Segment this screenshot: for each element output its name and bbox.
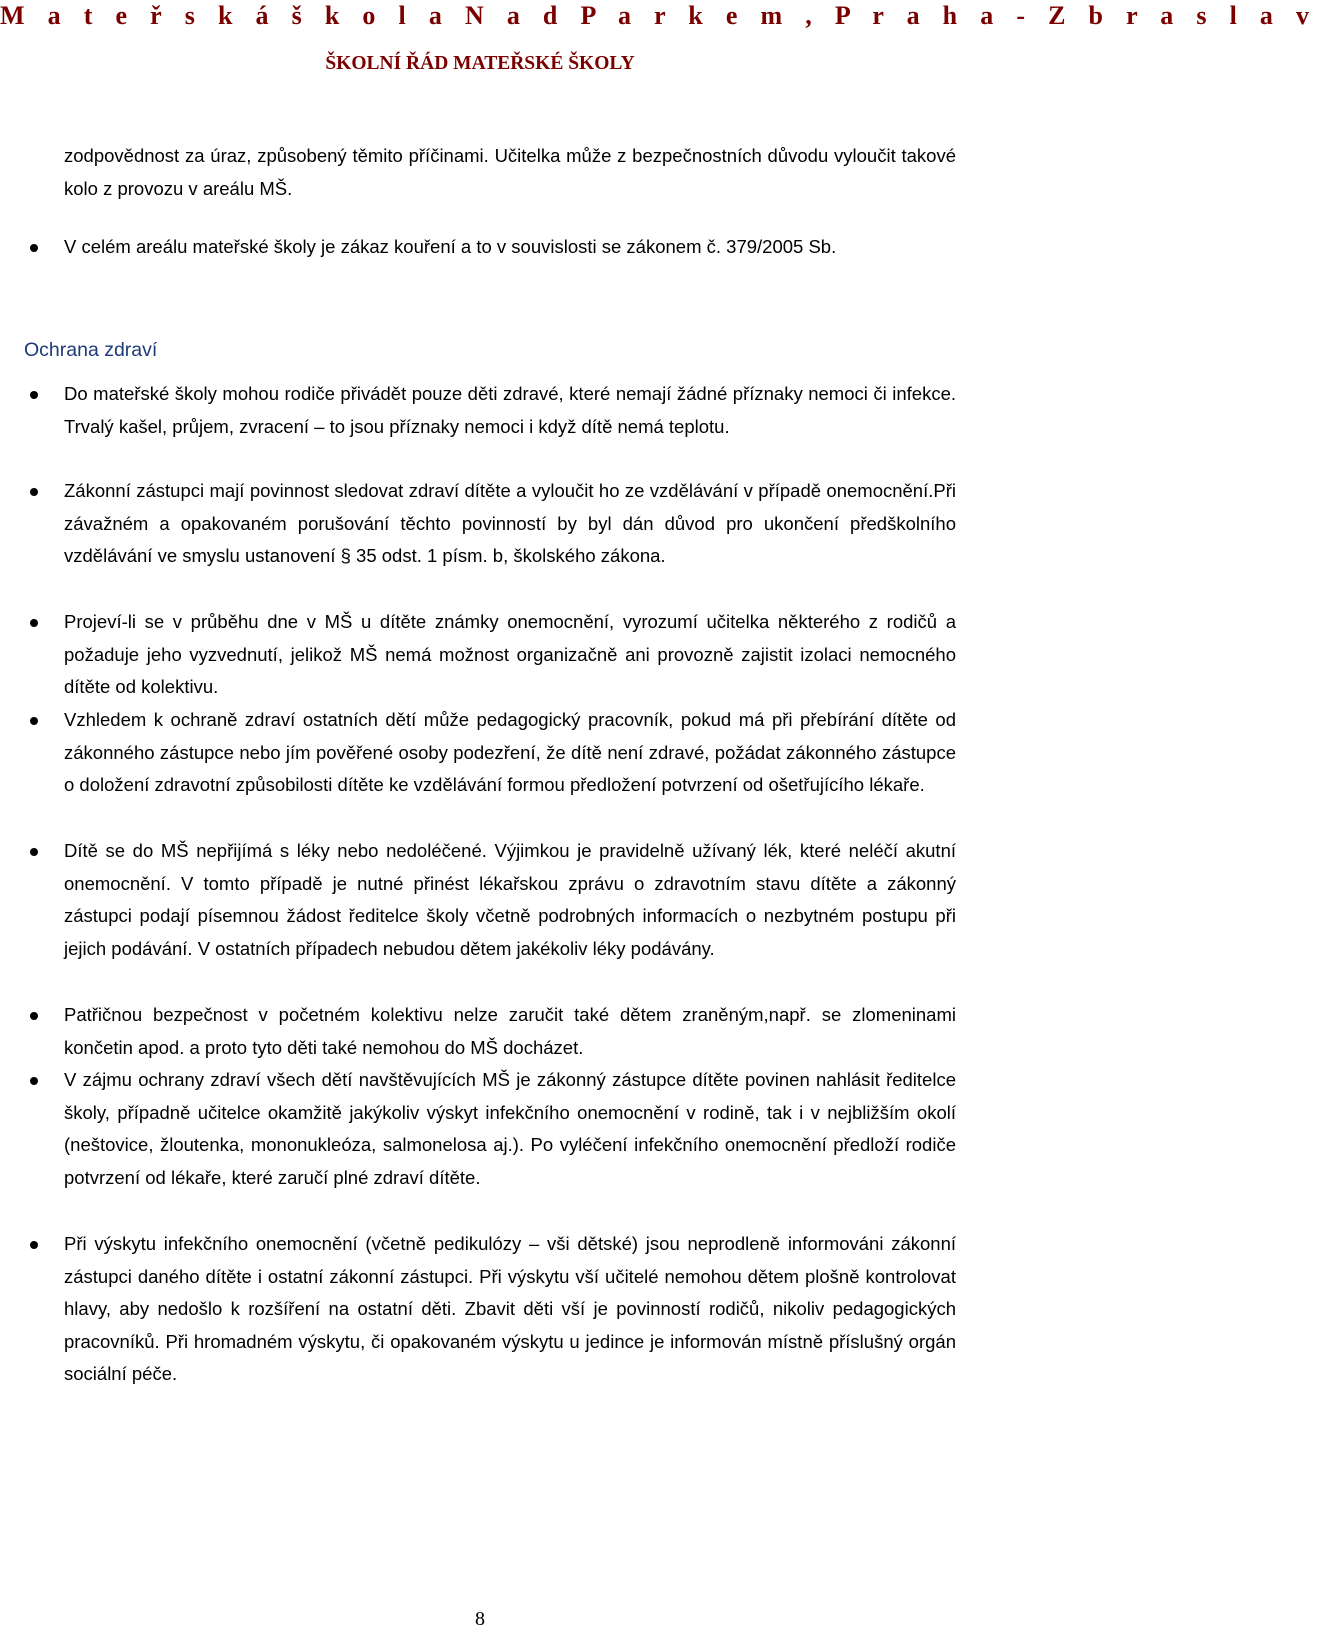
bullet-icon [30,717,38,725]
list-item-text: V zájmu ochrany zdraví všech dětí navštěvujících MŠ je zákonný zástupce dítěte povinen nahlásit ředitelce školy, případně učitelce okamžitě jakýkoliv výskyt infekčního onemocnění v rodině, tak i v nejbližším okolí (neštovice, žloutenka, mononukleóza, salmonelosa aj.). Po vyléčení infekčního onemocnění předloží rodiče potvrzení od lékaře, které zaručí plné zdraví dítěte. [64,1069,956,1188]
list-item [64,378,956,443]
list-item [64,1064,956,1194]
continuation-paragraph: zodpovědnost za úraz, způsobený těmito příčinami. Učitelka může z bezpečnostních důvodu vyloučit takové kolo z provozu v areálu MŠ. [64,145,956,199]
bullet-icon [30,1241,38,1249]
bullet-icon [30,391,38,399]
bullet-icon [30,1012,38,1020]
list-item [64,1228,956,1391]
list-item [64,475,956,573]
list-item [64,999,956,1064]
list-item-text: Vzhledem k ochraně zdraví ostatních dětí může pedagogický pracovník, pokud má při přebírání dítěte od zákonného zástupce nebo jím pověřené osoby podezření, že dítě není zdravé, požádat zákonného zástupce o doložení zdravotní způsobilosti dítěte ke vzdělávání formou předložení potvrzení od ošetřujícího lékaře. [64,709,956,796]
bullet-icon [30,244,38,252]
bullet-icon [30,619,38,627]
list-item-text: Dítě se do MŠ nepřijímá s léky nebo nedoléčené. Výjimkou je pravidelně užívaný lék, které neléčí akutní onemocnění. V tomto případě je nutné přinést lékařskou zprávu o zdravotním stavu dítěte a zákonný zástupci podají písemnou žádost ředitelce školy včetně podrobných informacích o nezbytném postupu při jejich podávání. V ostatních případech nebudou dětem jakékoliv léky podávány. [64,840,956,959]
bullet-icon [30,488,38,496]
list-item [64,606,956,704]
list-item-text: Projeví-li se v průběhu dne v MŠ u dítěte známky onemocnění, vyrozumí učitelka některého z rodičů a požaduje jeho vyzvednutí, jelikož MŠ nemá možnost organizačně ani provozně zajistit izolaci nemocného dítěte od kolektivu. [64,611,956,698]
list-item [64,704,956,802]
document-title: ŠKOLNÍ ŘÁD MATEŘSKÉ ŠKOLY [325,53,635,74]
list-item-text: Zákonní zástupci mají povinnost sledovat zdraví dítěte a vyloučit ho ze vzdělávání v případě onemocnění.Při závažném a opakovaném porušování těchto povinností by byl dán důvod pro ukončení předškolního vzdělávání ve smyslu ustanovení § 35 odst. 1 písm. b, školského zákona. [64,480,956,567]
bullet-icon [30,848,38,856]
page-number: 8 [475,1608,485,1630]
list-item-text: V celém areálu mateřské školy je zákaz kouření a to v souvislosti se zákonem č. 379/2005 Sb. [64,236,837,257]
school-name-header: M a t e ř s k á š k o l a N a d P a r k e m , P r a h a - Z b r a s l a v [0,1,1317,30]
list-item-text: Patřičnou bezpečnost v početném kolektivu nelze zaručit také dětem zraněným,např. se zlomeninami končetin apod. a proto tyto děti také nemohou do MŠ docházet. [64,1004,956,1058]
list-item [64,231,956,264]
bullet-icon [30,1077,38,1085]
list-item-text: Při výskytu infekčního onemocnění (včetně pedikulózy – vši dětské) jsou neprodleně informováni zákonní zástupci daného dítěte i ostatní zákonní zástupci. Při výskytu vší učitelé nemohou dětem plošně kontrolovat hlavy, aby nedošlo k rozšíření na ostatní děti. Zbavit děti vší je povinností rodičů, nikoliv pedagogických pracovníků. Při hromadném výskytu, či opakovaném výskytu u jedince je informován místně příslušný orgán sociální péče. [64,1233,956,1385]
section-heading: Ochrana zdraví [24,339,158,361]
list-item [64,835,956,965]
list-item-text: Do mateřské školy mohou rodiče přivádět pouze děti zdravé, které nemají žádné příznaky nemoci či infekce. Trvalý kašel, průjem, zvracení – to jsou příznaky nemoci i když dítě nemá teplotu. [64,383,956,437]
